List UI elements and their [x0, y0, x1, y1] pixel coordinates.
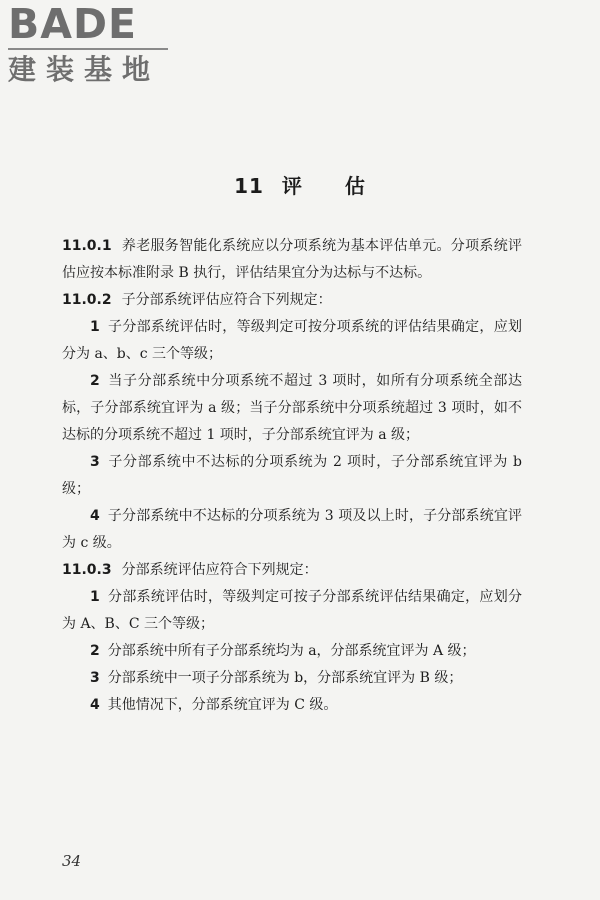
clause-number: 11.0.2 — [62, 292, 112, 308]
list-item — [62, 584, 522, 638]
list-item — [62, 638, 522, 665]
item-text: 其他情况下，分部系统宜评为 C 级。 — [107, 697, 338, 713]
list-item — [62, 692, 522, 719]
list-item — [62, 449, 522, 503]
item-number: 1 — [90, 589, 100, 605]
clause-11-0-3 — [62, 557, 522, 584]
list-item — [62, 368, 522, 449]
item-number: 4 — [90, 508, 100, 524]
chapter-number: 11 — [234, 174, 264, 198]
item-number: 1 — [90, 319, 100, 335]
item-text: 子分部系统中不达标的分项系统为 2 项时，子分部系统宜评为 b 级； — [62, 454, 522, 497]
item-number: 3 — [90, 454, 100, 470]
logo-wordmark: BADE — [8, 0, 138, 48]
item-number: 3 — [90, 670, 100, 686]
clause-text: 养老服务智能化系统应以分项系统为基本评估单元。分项系统评估应按本标准附录 B 执行，评估结果宜分为达标与不达标。 — [62, 238, 522, 281]
chapter-title — [0, 170, 600, 199]
clause-number: 11.0.3 — [62, 562, 112, 578]
item-text: 当子分部系统中分项系统不超过 3 项时，如所有分项系统全部达标，子分部系统宜评为 a 级；当子分部系统中分项系统超过 3 项时，如不达标的分项系统不超过 1 项时，子分部系统宜评为 a 级； — [62, 373, 522, 443]
clause-text: 子分部系统评估应符合下列规定： — [121, 292, 332, 308]
item-text: 子分部系统评估时，等级判定可按分项系统的评估结果确定，应划分为 a、b、c 三个等级； — [62, 319, 522, 362]
item-text: 分部系统中一项子分部系统为 b，分部系统宜评为 B 级； — [107, 670, 463, 686]
clause-text: 分部系统评估应符合下列规定： — [121, 562, 318, 578]
item-number: 4 — [90, 697, 100, 713]
item-text: 分部系统中所有子分部系统均为 a，分部系统宜评为 A 级； — [107, 643, 476, 659]
logo-subtitle: 建装基地 — [8, 53, 161, 86]
document-body — [62, 233, 522, 719]
watermark-logo — [8, 2, 178, 90]
item-text: 分部系统评估时，等级判定可按子分部系统评估结果确定，应划分为 A、B、C 三个等级； — [62, 589, 522, 632]
list-item — [62, 314, 522, 368]
chapter-title-char-1: 评 — [281, 174, 303, 198]
item-text: 子分部系统中不达标的分项系统为 3 项及以上时，子分部系统宜评为 c 级。 — [62, 508, 522, 551]
chapter-title-char-2: 估 — [344, 174, 366, 198]
item-number: 2 — [90, 643, 100, 659]
clause-11-0-2 — [62, 287, 522, 314]
clause-11-0-1 — [62, 233, 522, 287]
clause-number: 11.0.1 — [62, 238, 112, 254]
item-number: 2 — [90, 373, 100, 389]
list-item — [62, 503, 522, 557]
list-item — [62, 665, 522, 692]
page-number: 34 — [62, 852, 82, 870]
